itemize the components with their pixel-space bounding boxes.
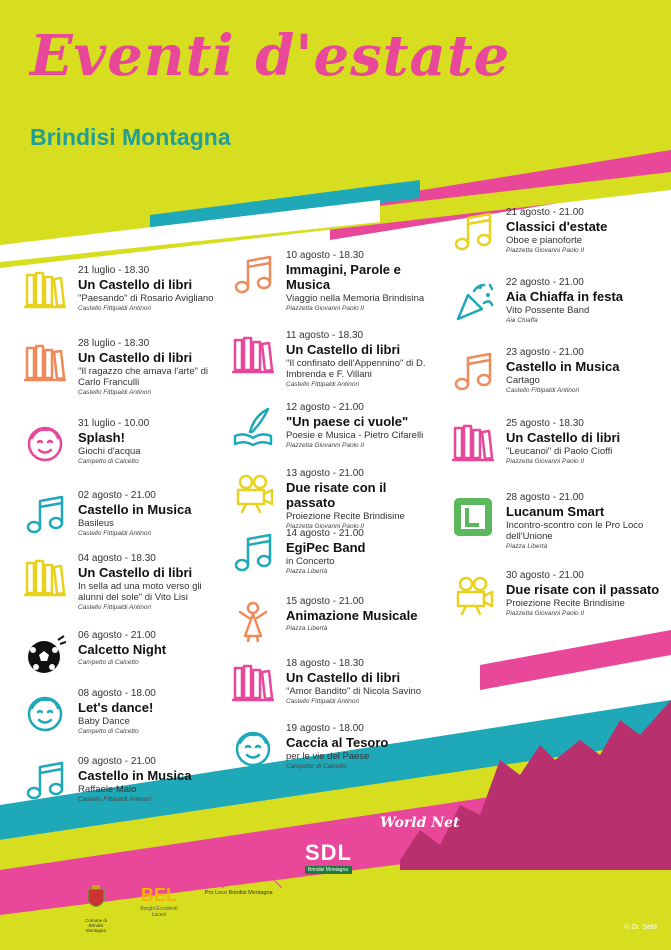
bel-logo-text: BEL bbox=[141, 885, 177, 905]
page-subtitle: Brindisi Montagna bbox=[30, 124, 231, 150]
event-location: Castello Fittipaldi Antinori bbox=[286, 381, 360, 388]
event-title: Aia Chiaffa in festa bbox=[506, 289, 624, 304]
event-subtitle: Giochi d'acqua bbox=[78, 446, 141, 457]
books-icon bbox=[232, 334, 274, 376]
credit: © Gr. SeM bbox=[624, 924, 657, 931]
event-title: EgiPec Band bbox=[286, 540, 366, 555]
event-location: Piazzetta Giovanni Paolo II bbox=[286, 523, 365, 530]
event-title: Un Castello di libri bbox=[286, 670, 401, 685]
event-subtitle: Cartago bbox=[506, 375, 540, 386]
event-date: 04 agosto - 18.30 bbox=[78, 553, 156, 564]
event-subtitle: "Il confinato dell'Appennino" di D. Imbrenda e F. Villani bbox=[286, 358, 426, 380]
event-title: Castello in Musica bbox=[78, 502, 192, 517]
event-title: Lucanum Smart bbox=[506, 504, 605, 519]
event-title: Animazione Musicale bbox=[286, 608, 418, 623]
event-title: Castello in Musica bbox=[506, 359, 620, 374]
l-sign-icon bbox=[452, 496, 494, 538]
event-subtitle: Basileus bbox=[78, 518, 114, 529]
event-subtitle: Proiezione Recite Brindisine bbox=[286, 511, 405, 522]
event-date: 08 agosto - 18.00 bbox=[78, 688, 156, 699]
event-location: Campetto di Calcetto bbox=[78, 659, 139, 666]
event-title: Due risate con il passato bbox=[506, 582, 660, 597]
event-location: Castello Fittipaldi Antinori bbox=[78, 604, 152, 611]
event-date: 21 luglio - 18.30 bbox=[78, 265, 150, 276]
books-icon bbox=[452, 422, 494, 464]
event-location: Castello Fittipaldi Antinori bbox=[286, 698, 360, 705]
event-date: 11 agosto - 18.30 bbox=[286, 330, 364, 341]
event-date: 02 agosto - 21.00 bbox=[78, 490, 156, 501]
music-note-icon bbox=[24, 494, 66, 536]
child-face-icon bbox=[232, 727, 274, 769]
bel-logo bbox=[138, 885, 180, 918]
child-face-icon bbox=[24, 692, 66, 734]
event-subtitle: Poesie e Musica - Pietro Cifarelli bbox=[286, 430, 424, 441]
event-date: 28 agosto - 21.00 bbox=[506, 492, 584, 503]
event-subtitle: In sella ad una moto verso gli alunni del sole" di Vito Lisi bbox=[78, 581, 202, 603]
comune-logo bbox=[78, 885, 114, 933]
event-location: Campetto di Calcetto bbox=[78, 458, 139, 465]
page-title: Eventi d'estate bbox=[30, 23, 511, 89]
event-location: Piazzetta Giovanni Paolo II bbox=[506, 610, 585, 617]
event-title: Due risate con il passato bbox=[286, 480, 387, 510]
party-popper-icon bbox=[452, 281, 494, 323]
event-location: Piazzetta Giovanni Paolo II bbox=[506, 458, 585, 465]
event-date: 10 agosto - 18.30 bbox=[286, 250, 364, 261]
event-location: Campetto di Calcetto bbox=[286, 763, 347, 770]
event-date: 22 agosto - 21.00 bbox=[506, 277, 584, 288]
sdl-logo-text: SDL bbox=[305, 840, 352, 865]
projector-icon bbox=[232, 472, 274, 514]
event-subtitle: "Il ragazzo che amava l'arte" di Carlo Franculli bbox=[78, 366, 209, 388]
event-date: 31 luglio - 10.00 bbox=[78, 418, 150, 429]
music-note-icon bbox=[232, 254, 274, 296]
event-location: Piazza Libertà bbox=[286, 625, 328, 632]
proloco-skyline-icon bbox=[222, 860, 282, 890]
event-date: 12 agosto - 21.00 bbox=[286, 402, 364, 413]
event-title: Un Castello di libri bbox=[78, 565, 193, 580]
event-subtitle: "Amor Bandito" di Nicola Savino bbox=[286, 686, 422, 697]
coat-of-arms-icon bbox=[85, 885, 107, 913]
event-subtitle: Incontro-scontro con le Pro Loco dell'Unione bbox=[506, 520, 644, 542]
event-location: Castello Fittipaldi Antinori bbox=[78, 305, 152, 312]
books-icon bbox=[24, 269, 66, 311]
books-icon bbox=[232, 662, 274, 704]
event-title: Un Castello di libri bbox=[78, 277, 193, 292]
event-location: Castello Fittipaldi Antinori bbox=[78, 530, 152, 537]
event-location: Piazza Libertà bbox=[506, 543, 548, 550]
event-title: Splash! bbox=[78, 430, 125, 445]
event-title: Let's dance! bbox=[78, 700, 154, 715]
proloco-logo: Pro Loco Brindisi Montagna bbox=[205, 890, 273, 896]
dancer-icon bbox=[232, 600, 274, 642]
books-icon bbox=[24, 342, 66, 384]
books-icon bbox=[24, 557, 66, 599]
event-title: Un Castello di libri bbox=[506, 430, 621, 445]
event-subtitle: "Leucanoi" di Paolo Cioffi bbox=[506, 446, 613, 457]
event-subtitle: Oboe e pianoforte bbox=[506, 235, 583, 246]
event-date: 21 agosto - 21.00 bbox=[506, 207, 584, 218]
bel-logo-sub: Borghi Eccellenti Lucani bbox=[140, 906, 178, 918]
event-subtitle: Baby Dance bbox=[78, 716, 130, 727]
event-date: 25 agosto - 18.30 bbox=[506, 418, 584, 429]
event-title: Un Castello di libri bbox=[78, 350, 193, 365]
event-subtitle: "Paesando" di Rosario Avigliano bbox=[78, 293, 214, 304]
music-note-icon bbox=[452, 351, 494, 393]
worldnet-logo: World Net bbox=[380, 815, 460, 831]
music-note-icon bbox=[232, 532, 274, 574]
event-location: Piazzetta Giovanni Paolo II bbox=[506, 247, 585, 254]
music-note-icon bbox=[24, 760, 66, 802]
event-date: 06 agosto - 21.00 bbox=[78, 630, 156, 641]
event-location: Castello Fittipaldi Antinori bbox=[78, 389, 152, 396]
event-date: 30 agosto - 21.00 bbox=[506, 570, 584, 581]
event-date: 14 agosto - 21.00 bbox=[286, 528, 364, 539]
event-location: Piazza Libertà bbox=[286, 568, 328, 575]
child-face-icon bbox=[24, 422, 66, 464]
event-location: Piazzetta Giovanni Paolo II bbox=[286, 305, 365, 312]
event-date: 23 agosto - 21.00 bbox=[506, 347, 584, 358]
event-subtitle: Proiezione Recite Brindisine bbox=[506, 598, 625, 609]
event-location: Piazzetta Giovanni Paolo II bbox=[286, 442, 365, 449]
event-date: 18 agosto - 18.30 bbox=[286, 658, 364, 669]
event-location: Campetto di Calcetto bbox=[78, 728, 139, 735]
event-subtitle: in Concerto bbox=[286, 556, 335, 567]
event-date: 15 agosto - 21.00 bbox=[286, 596, 364, 607]
event-title: Immagini, Parole e Musica bbox=[286, 262, 401, 292]
event-subtitle: Vito Possente Band bbox=[506, 305, 590, 316]
event-title: Castello in Musica bbox=[78, 768, 192, 783]
event-title: Un Castello di libri bbox=[286, 342, 401, 357]
event-location: Castello Fittipaldi Antinori bbox=[506, 387, 580, 394]
event-title: Classici d'estate bbox=[506, 219, 608, 234]
event-date: 19 agosto - 18.00 bbox=[286, 723, 364, 734]
event-title: "Un paese ci vuole" bbox=[286, 414, 409, 429]
event-subtitle: Viaggio nella Memoria Brindisina bbox=[286, 293, 425, 304]
sdl-logo bbox=[305, 840, 352, 874]
open-book-quill-icon bbox=[232, 406, 274, 448]
event-date: 28 luglio - 18.30 bbox=[78, 338, 150, 349]
event-date: 13 agosto - 21.00 bbox=[286, 468, 364, 479]
event-subtitle: Raffaele Maio bbox=[78, 784, 137, 795]
event-title: Calcetto Night bbox=[78, 642, 167, 657]
sdl-logo-sub: Brindisi Montagna bbox=[305, 866, 352, 874]
event-date: 09 agosto - 21.00 bbox=[78, 756, 156, 767]
event-title: Caccia al Tesoro bbox=[286, 735, 389, 750]
event-location: Aia Chiaffa bbox=[506, 317, 538, 324]
music-note-icon bbox=[452, 211, 494, 253]
event-location: Castello Fittipaldi Antinori bbox=[78, 796, 152, 803]
comune-logo-text: Comune di Brindisi Montagna bbox=[85, 918, 107, 933]
event-subtitle: per le vie del Paese bbox=[286, 751, 370, 762]
projector-icon bbox=[452, 574, 494, 616]
soccer-ball-icon bbox=[24, 634, 66, 676]
